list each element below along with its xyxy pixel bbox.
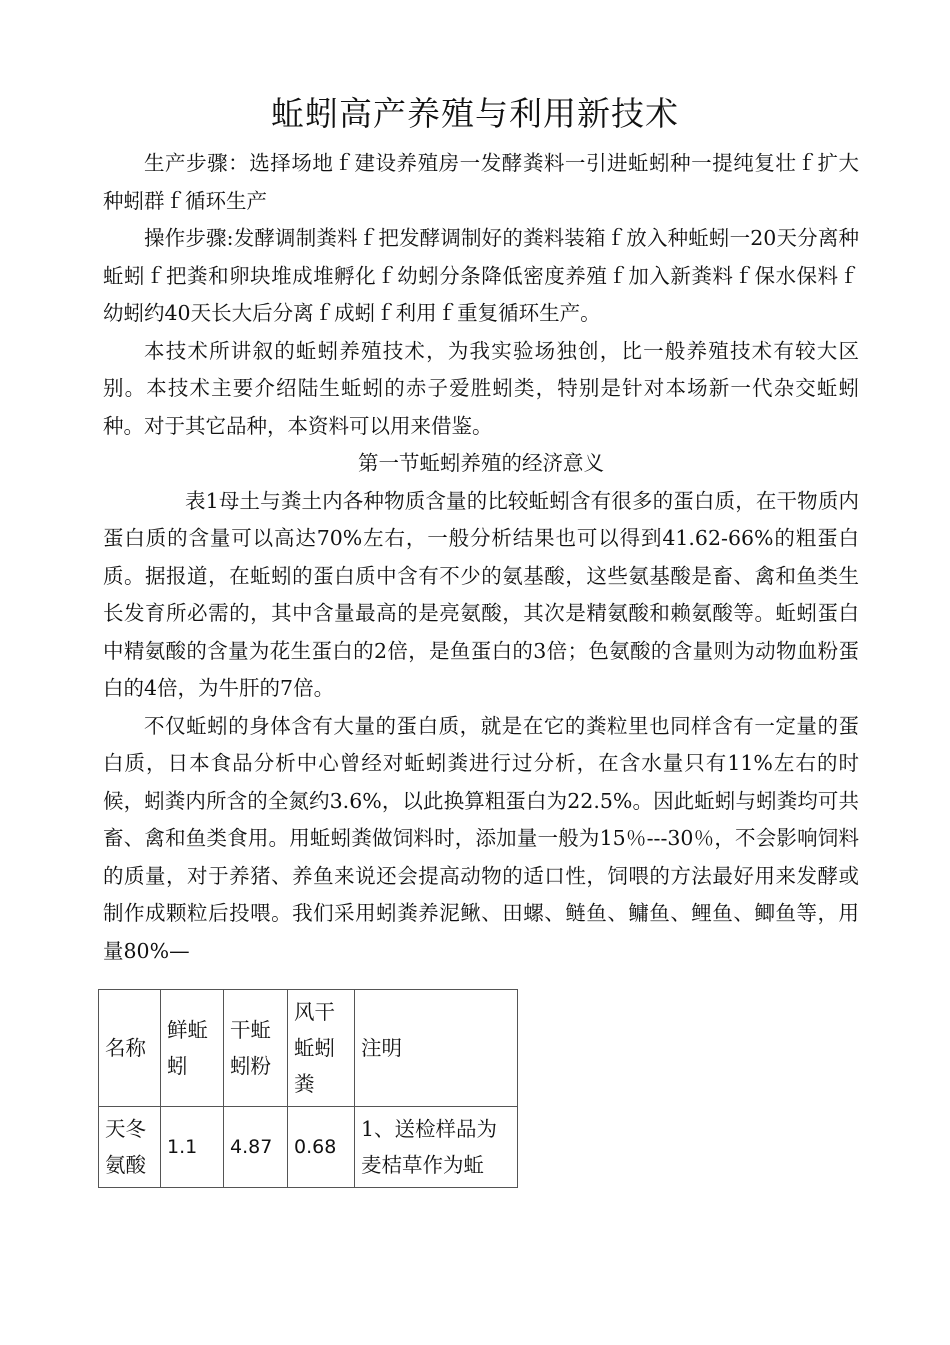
table-row — [99, 1107, 518, 1188]
table-cell: 1.1 — [161, 1107, 224, 1188]
table-header-cell: 风干蚯蚓粪 — [288, 990, 355, 1107]
table-header-cell: 注明 — [355, 990, 518, 1107]
nutrient-table — [98, 989, 518, 1188]
table-header-cell: 鲜蚯蚓 — [161, 990, 224, 1107]
operation-steps-paragraph: 操作步骤:发酵调制粪料ｆ把发酵调制好的粪料装箱ｆ放入种蚯蚓一20天分离种蚯蚓ｆ把粪和卵块堆成堆孵化ｆ幼蚓分条降低密度养殖ｆ加入新粪料ｆ保水保料ｆ幼蚓约40天长大后分离ｆ成蚓ｆ利用ｆ重复循环生产。 — [103, 226, 859, 325]
table-header-row — [99, 990, 518, 1107]
table-cell: 0.68 — [288, 1107, 355, 1188]
section-title: 第一节蚯蚓养殖的经济意义 — [358, 451, 604, 475]
document-title: 蚯蚓高产养殖与利用新技术 — [271, 94, 679, 133]
table-cell: 4.87 — [224, 1107, 288, 1188]
table-header-cell: 干蚯蚓粉 — [224, 990, 288, 1107]
protein-content-paragraph: 表1母土与粪土内各种物质含量的比较蚯蚓含有很多的蛋白质，在干物质内蛋白质的含量可以高达70%左右，一般分析结果也可以得到41.62-66%的粗蛋白质。据报道，在蚯蚓的蛋白质中含有不少的氨基酸，这些氨基酸是畜、禽和鱼类生长发育所必需的，其中含量最高的是亮氨酸，其次是精氨酸和赖氨酸等。蚯蚓蛋白中精氨酸的含量为花生蛋白的2倍，是鱼蛋白的3倍；色氨酸的含量则为动物血粉蛋白的4倍，为牛肝的7倍。 — [103, 488, 859, 700]
table-cell: 天冬氨酸 — [99, 1107, 161, 1188]
intro-text — [103, 145, 859, 970]
technique-intro-paragraph: 本技术所讲叙的蚯蚓养殖技术，为我实验场独创，比一般养殖技术有较大区别。本技术主要介绍陆生蚯蚓的赤子爱胜蚓类，特别是针对本场新一代杂交蚯蚓种。对于其它品种，本资料可以用来借鉴。 — [103, 338, 859, 438]
production-steps-paragraph: 生产步骤：选择场地ｆ建设养殖房一发酵粪料一引进蚯蚓种一提纯复壮ｆ扩大种蚓群ｆ循环生产 — [103, 151, 859, 213]
earthworm-feces-paragraph: 不仅蚯蚓的身体含有大量的蛋白质，就是在它的粪粒里也同样含有一定量的蛋白质，日本食品分析中心曾经对蚯蚓粪进行过分析，在含水量只有11%左右的时候，蚓粪内所含的全氮约3.6%，以此换算粗蛋白为22.5%。因此蚯蚓与蚓粪均可共畜、禽和鱼类食用。用蚯蚓粪做饲料时，添加量一般为15％---30％，不会影响饲料的质量，对于养猪、养鱼来说还会提高动物的适口性，饲喂的方法最好用来发酵或制作成颗粒后投喂。我们采用蚓粪养泥鳅、田螺、鲢鱼、鳙鱼、鲤鱼、鲫鱼等，用量80%— — [103, 713, 859, 963]
table-cell: 1、送检样品为麦桔草作为蚯 — [355, 1107, 518, 1188]
table-header-cell: 名称 — [99, 990, 161, 1107]
